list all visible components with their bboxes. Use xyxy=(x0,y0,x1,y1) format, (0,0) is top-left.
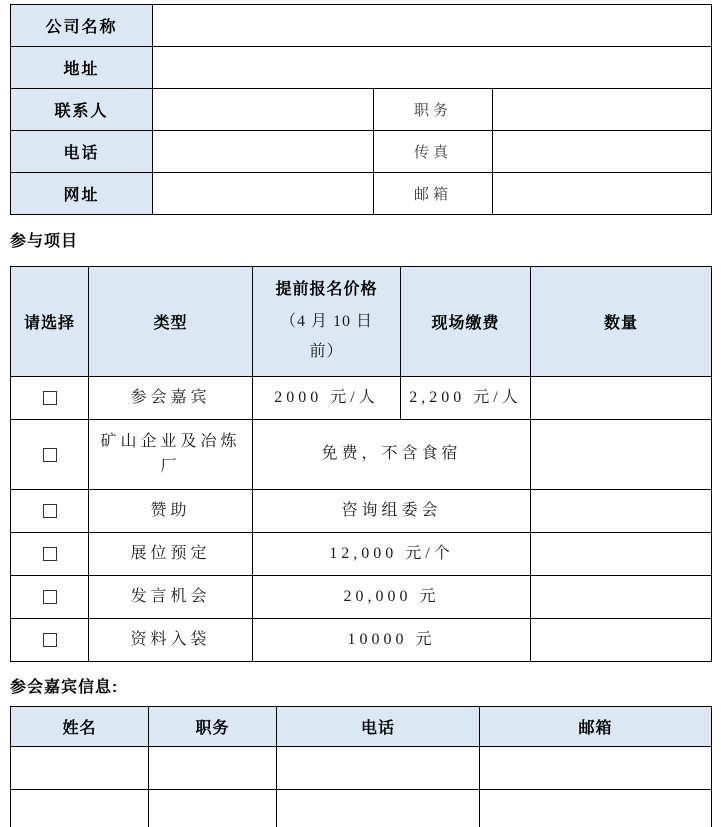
project-type: 发言机会 xyxy=(89,576,253,619)
table-row xyxy=(11,420,712,490)
guests-section-heading: 参会嘉宾信息: xyxy=(10,679,119,696)
speech-checkbox[interactable] xyxy=(43,590,57,604)
checkbox-cell xyxy=(11,490,89,533)
phone-label: 电话 xyxy=(11,131,153,173)
booth-quantity-field[interactable] xyxy=(531,533,712,576)
select-column-header: 请选择 xyxy=(11,267,89,377)
price-value: 20,000 元 xyxy=(253,576,531,619)
table-row xyxy=(11,47,712,89)
company-info-table xyxy=(10,4,712,215)
sponsor-quantity-field[interactable] xyxy=(531,490,712,533)
early-price-title: 提前报名价格 xyxy=(275,280,378,298)
projects-section-heading: 参与项目 xyxy=(10,233,79,250)
checkbox-cell xyxy=(11,576,89,619)
booth-checkbox[interactable] xyxy=(43,547,57,561)
checkbox-cell xyxy=(11,420,89,490)
speech-quantity-field[interactable] xyxy=(531,576,712,619)
table-row xyxy=(11,576,712,619)
website-label: 网址 xyxy=(11,173,153,215)
email-field[interactable] xyxy=(493,173,712,215)
onsite-price-value: 2,200 元/人 xyxy=(401,377,531,420)
contact-person-label: 联系人 xyxy=(11,89,153,131)
address-field[interactable] xyxy=(153,47,712,89)
table-header-row xyxy=(11,707,712,747)
guest-info-table xyxy=(10,706,712,827)
guest2-title-field[interactable] xyxy=(149,790,277,827)
phone-field[interactable] xyxy=(153,131,374,173)
bag-insert-quantity-field[interactable] xyxy=(531,619,712,662)
price-value: 咨询组委会 xyxy=(253,490,531,533)
early-price-date-note: （4 月 10 日 前） xyxy=(279,312,373,360)
project-type: 矿山企业及冶炼厂 xyxy=(89,420,253,490)
guest-checkbox[interactable] xyxy=(43,391,57,405)
guest1-name-field[interactable] xyxy=(11,747,149,790)
table-row xyxy=(11,747,712,790)
guest-phone-column-header: 电话 xyxy=(277,707,480,747)
price-value: 10000 元 xyxy=(253,619,531,662)
table-row xyxy=(11,131,712,173)
projects-pricing-table xyxy=(10,266,712,662)
guest2-name-field[interactable] xyxy=(11,790,149,827)
guest-name-column-header: 姓名 xyxy=(11,707,149,747)
early-price-value: 2000 元/人 xyxy=(253,377,401,420)
contact-title-field[interactable] xyxy=(493,89,712,131)
project-type: 展位预定 xyxy=(89,533,253,576)
quantity-column-header: 数量 xyxy=(531,267,712,377)
type-column-header: 类型 xyxy=(89,267,253,377)
price-value: 免费，不含食宿 xyxy=(253,420,531,490)
company-name-label: 公司名称 xyxy=(11,5,153,47)
onsite-price-column-header: 现场缴费 xyxy=(401,267,531,377)
project-type: 资料入袋 xyxy=(89,619,253,662)
project-type: 赞助 xyxy=(89,490,253,533)
guest1-phone-field[interactable] xyxy=(277,747,480,790)
contact-title-label: 职务 xyxy=(374,89,493,131)
guest-email-column-header: 邮箱 xyxy=(480,707,712,747)
table-row xyxy=(11,89,712,131)
table-row xyxy=(11,619,712,662)
table-row xyxy=(11,5,712,47)
sponsor-checkbox[interactable] xyxy=(43,504,57,518)
checkbox-cell xyxy=(11,533,89,576)
project-type: 参会嘉宾 xyxy=(89,377,253,420)
table-header-row xyxy=(11,267,712,377)
price-value: 12,000 元/个 xyxy=(253,533,531,576)
guest-title-column-header: 职务 xyxy=(149,707,277,747)
table-row xyxy=(11,790,712,827)
contact-person-field[interactable] xyxy=(153,89,374,131)
early-price-column-header xyxy=(253,267,401,377)
guest-quantity-field[interactable] xyxy=(531,377,712,420)
company-name-field[interactable] xyxy=(153,5,712,47)
mine-smelter-quantity-field[interactable] xyxy=(531,420,712,490)
checkbox-cell xyxy=(11,619,89,662)
fax-label: 传真 xyxy=(374,131,493,173)
guest1-title-field[interactable] xyxy=(149,747,277,790)
address-label: 地址 xyxy=(11,47,153,89)
guest1-email-field[interactable] xyxy=(480,747,712,790)
website-field[interactable] xyxy=(153,173,374,215)
guest2-phone-field[interactable] xyxy=(277,790,480,827)
email-label: 邮箱 xyxy=(374,173,493,215)
guest2-email-field[interactable] xyxy=(480,790,712,827)
mine-smelter-checkbox[interactable] xyxy=(43,448,57,462)
bag-insert-checkbox[interactable] xyxy=(43,633,57,647)
table-row xyxy=(11,377,712,420)
fax-field[interactable] xyxy=(493,131,712,173)
checkbox-cell xyxy=(11,377,89,420)
table-row xyxy=(11,533,712,576)
table-row xyxy=(11,173,712,215)
table-row xyxy=(11,490,712,533)
